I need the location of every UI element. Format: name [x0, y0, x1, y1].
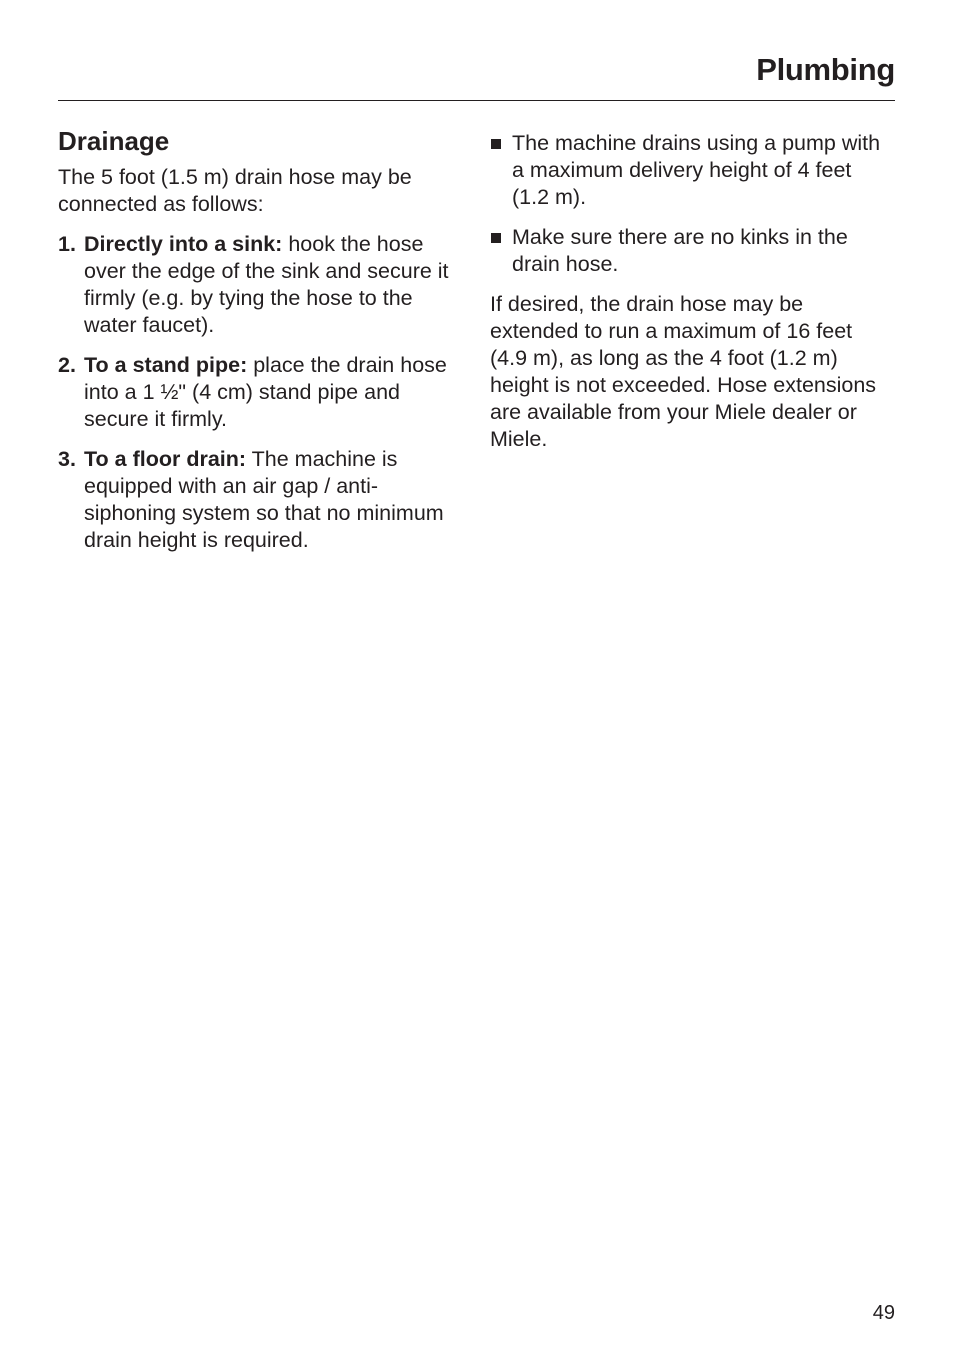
list-item-lead: Directly into a sink: [84, 232, 283, 256]
intro-paragraph: The 5 foot (1.5 m) drain hose may be connected as follows: [58, 165, 412, 216]
square-bullet-icon [491, 139, 501, 149]
connection-options-list [58, 231, 468, 554]
list-item-text: hook the hose over the edge of the sink and secure it firmly (e.g. by tying the hose to the water faucet). [84, 232, 449, 337]
list-item-text: The machine is equipped with an air gap / anti-siphoning system so that no minimum drain height is required. [84, 447, 444, 552]
header-divider [58, 100, 895, 101]
extension-paragraph: If desired, the drain hose may be extended to run a maximum of 16 feet (4.9 m), as long as the 4 foot (1.2 m) height is not exceeded. Hose extensions are available from your Miele dealer or Miele. [490, 292, 877, 451]
list-item-lead: To a floor drain: [84, 447, 247, 471]
list-item-text: place the drain hose into a 1 ½" (4 cm) stand pipe and secure it firmly. [84, 353, 447, 431]
notes-list [490, 130, 890, 278]
list-number: 1. [58, 232, 76, 256]
left-column [58, 124, 468, 567]
page-number: 49 [872, 1302, 895, 1324]
list-item-floor-drain [58, 446, 468, 554]
square-bullet-icon [491, 233, 501, 243]
list-item-lead: To a stand pipe: [84, 353, 248, 377]
section-heading: Drainage [58, 126, 170, 156]
list-item-stand-pipe [58, 352, 468, 433]
list-number: 2. [58, 353, 76, 377]
list-number: 3. [58, 447, 76, 471]
list-item-sink [58, 231, 468, 339]
bullet-text: Make sure there are no kinks in the drain hose. [512, 225, 848, 276]
right-column [490, 130, 890, 466]
list-item-no-kinks [490, 224, 890, 278]
list-item-pump-height [490, 130, 890, 211]
bullet-text: The machine drains using a pump with a maximum delivery height of 4 feet (1.2 m). [512, 131, 881, 209]
page-title: Plumbing [756, 52, 895, 87]
